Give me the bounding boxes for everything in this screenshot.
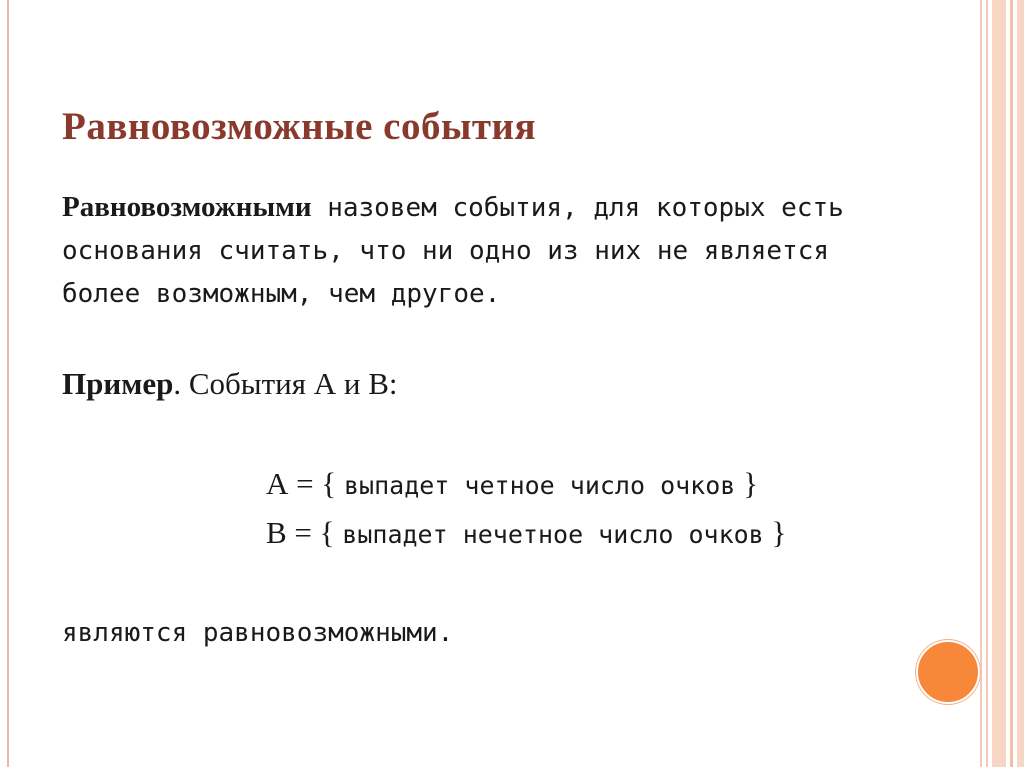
example-label: Пример [62,366,174,401]
definition-text: назовем события, для которых есть основания считать, что ни одно из них не является более возможным, чем другое. [62,193,844,309]
slide-title: Равновозможные события [62,105,537,148]
stripe [986,0,988,767]
accent-dot-icon [916,640,980,704]
event-a [266,466,758,502]
definition-paragraph [62,186,882,316]
stripe [1017,0,1024,767]
conclusion-text: являются равновозможными. [62,618,454,648]
stripe [992,0,1006,767]
stripe [1010,0,1013,767]
event-b [266,515,786,551]
event-b-lhs: В = { [266,515,343,550]
event-b-rhs: } [763,515,787,550]
event-a-lhs: А = { [266,466,344,501]
event-b-body: выпадет нечетное число очков [342,520,764,549]
stripe [980,0,982,767]
frame-left-line [7,0,9,767]
example-line [62,366,398,402]
definition-term: Равновозможными [62,191,312,223]
example-text: . События А и В: [173,366,398,401]
event-a-rhs: } [735,466,758,501]
decorative-stripes [980,0,1024,767]
event-a-body: выпадет четное число очков [344,471,736,500]
